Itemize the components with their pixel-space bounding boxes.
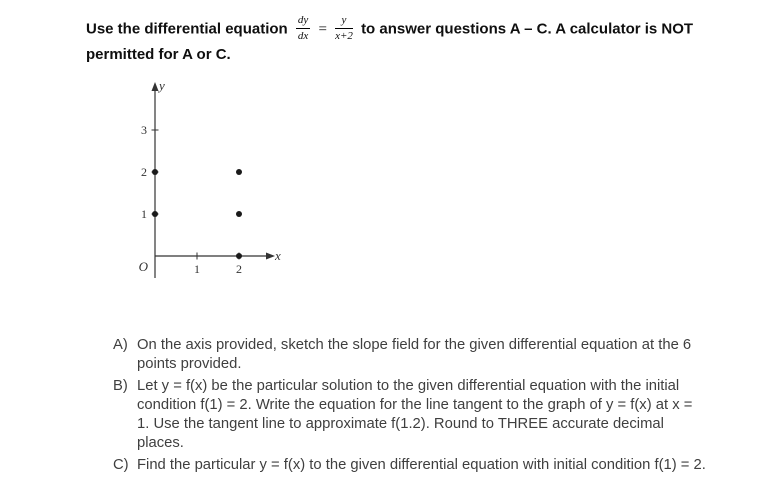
- x-tick-label: 1: [194, 262, 200, 276]
- question-text: Let y = f(x) be the particular solution to the given differential equation with the initial condition f(1) = 2. Write the equation for the line tangent to the graph of y = f(x) at x = 1. Use the tangent line to approximate f(1.2). Round to THREE accurate decimal places.: [137, 378, 693, 451]
- intro-prefix: Use the differential equation: [86, 20, 288, 38]
- questions-list: [113, 336, 708, 475]
- fraction-denominator: x+2: [335, 30, 353, 42]
- data-point: [152, 169, 158, 175]
- data-point: [236, 169, 242, 175]
- y-axis-label: y: [159, 80, 165, 93]
- fraction-numerator: y: [335, 15, 353, 29]
- question-label: B): [113, 378, 128, 394]
- y-tick-label: 2: [141, 165, 147, 179]
- fraction-y-over-x-plus-2: [335, 15, 353, 42]
- x-tick-label: 2: [236, 262, 242, 276]
- origin-label: O: [138, 259, 148, 274]
- intro-line2: permitted for A or C.: [86, 46, 231, 63]
- equals-sign: =: [318, 21, 327, 38]
- question-item-b: [113, 377, 708, 453]
- fraction-dy-dx: [296, 15, 310, 42]
- x-axis-arrow: [266, 253, 275, 260]
- question-label: C): [113, 457, 129, 473]
- intro-suffix: to answer questions A – C. A calculator is NOT: [361, 20, 694, 38]
- data-point: [152, 211, 158, 217]
- slope-field-axes: [128, 80, 288, 286]
- fraction-numerator: dy: [296, 15, 310, 29]
- fraction-denominator: dx: [297, 30, 309, 42]
- x-axis-label: x: [275, 248, 281, 263]
- question-item-c: [113, 456, 708, 475]
- data-point: [236, 253, 242, 259]
- question-text: On the axis provided, sketch the slope field for the given differential equation at the 6 points provided.: [137, 337, 692, 372]
- y-axis-arrow: [152, 82, 159, 91]
- data-point: [236, 211, 242, 217]
- problem-statement: [0, 0, 766, 66]
- slope-field-graph: [128, 80, 288, 286]
- question-item-a: [113, 336, 708, 374]
- y-tick-label: 1: [141, 207, 147, 221]
- question-label: A): [113, 337, 128, 353]
- y-tick-label: 3: [141, 123, 147, 137]
- question-text: Find the particular y = f(x) to the given differential equation with initial condition f(1) = 2.: [137, 457, 706, 473]
